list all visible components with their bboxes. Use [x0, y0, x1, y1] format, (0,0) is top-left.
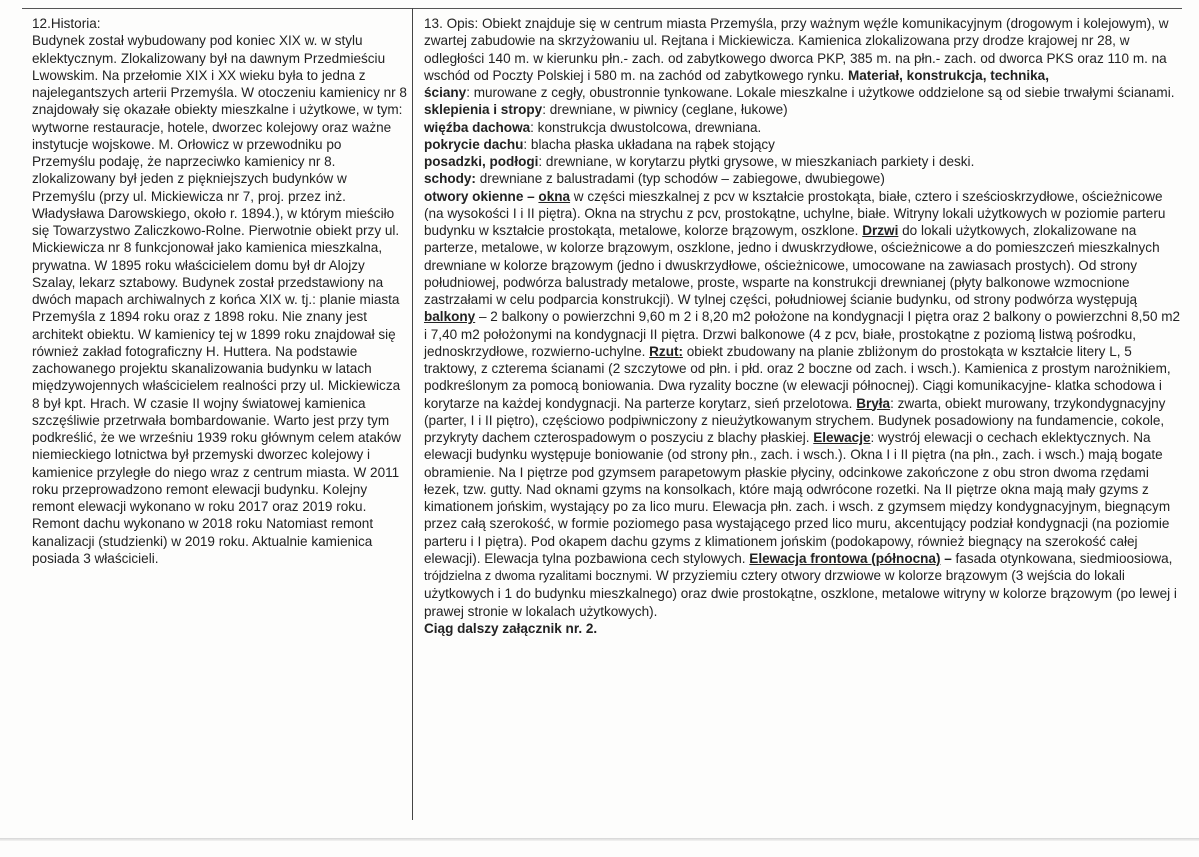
doors-text: do lokali użytkowych, zlokalizowane na parterze, metalowe, w kolorze brązowym, oszklone, jedno i dwuskrzydłowe, ościeżnicowe a do pomieszczeń mieszkalnych drewniane w kolorze brązowym (jedno i dwuskrzydłowe, ościeżnicowe, umocowane na zawiasach prostych). Od strony południowej, podwórza balustrady metalowe, proste, wsparte na konstrukcji drewnianej (płyty balkonowe wzmocnione zastrzałami w celu podparcia konstrukcji). W tylnej części, południowej ścianie budynku, od strony podwórza występują — [424, 223, 1160, 307]
windows-text: w części mieszkalnej z pcv w kształcie prostokąta, białe, cztero i sześcioskrzydłowe, ościeżnicowe (na wysokości I i II piętra). Okna na strychu z pcv, prostokątne, uchylne, białe. Witryny lokali użytkowych w poziomie parteru budynku w kształcie prostokąta, metalowe, kolorze brązowym, oszklone. — [424, 188, 1166, 238]
doors-label: Drzwi — [862, 223, 899, 238]
mass-text: : zwarta, obiekt murowany, trzykondygnacyjny (parter, I i II piętro), częściowo podpiwniczony z nieużytkowanym strychem. Budynek posadowiony na fundamencie, cokole, przykryty dachem czterospadowym o poszyciu z blachy płaskiej. — [424, 395, 1166, 445]
roofing-label: pokrycie dachu — [424, 136, 524, 152]
material-heading: Materiał, konstrukcja, technika, — [847, 67, 1049, 83]
front-elevation-small-text: trójdzielna z dwoma ryzalitami bocznymi. — [424, 569, 653, 583]
continuation-note: Ciąg dalszy załącznik nr. 2. — [424, 620, 598, 636]
plan-text: obiekt zbudowany na planie zbliżonym do prostokąta w kształcie litery L, 5 traktowy, z czterema ścianami (2 szczytowe od płn. i płd. oraz 2 boczne od zach. i wsch.). Kamienica z prostym narożnikiem, podkreślonym za pomocą boniowania. Dwa ryzality boczne (w elewacji północnej). Ciągi komunikacyjne- klatka schodowa i korytarze na każdej kondygnacji. Na parterze korytarz, sień przelotowa. — [424, 343, 1171, 411]
balconies-label: balkony — [424, 309, 476, 325]
elevations-text: : wystrój elewacji o cechach eklektycznych. Na elewacji budynku występuje boniowanie (od strony płn., zach. i wsch.). Okna I i II piętra (na płn., zach. i wsch.) mają bogate obramienie. Na I piętrze pod gzymsem parapetowym płaskie płyciny, odcinkowe zakończone z obu stron dwoma rzędami łezek, tzw. gutty. Nad oknami gzyms na konsolkach, które mają odwrócone rozetki. Na II piętrze okna mają mały gzyms z kimationem jońskim, wystający po za lico muru. Elewacja płn. zach. i wsch. z gzymsem między kondygnacyjnym, biegnącym przez całą szerokość, w formie poziomego pasa wystającego przed lico muru, akcentujący podział kondygnacji (na poziomie parteru i I piętra). Pod okapem dachu gzyms z klimationem jońskim (podokapowy, również biegnący na szerokość całej elewacji). Elewacja tylna pozbawiona cech stylowych. — [424, 430, 1171, 566]
elevations-label: Elewacje — [813, 430, 871, 445]
floors-label: posadzki, podłogi — [424, 154, 539, 169]
vaults-text: : drewniane, w piwnicy (ceglane, łukowe) — [542, 102, 788, 118]
bottom-scan-edge — [0, 838, 1199, 841]
top-border-line — [22, 8, 1182, 9]
balconies-text: – 2 balkony o powierzchni 9,60 m 2 i 8,20 m2 położone na kondygnacji I piętra oraz 2 balkony o powierzchni 8,50 m2 i 7,40 m2 położonymi na kondygnacji II piętra. Drzwi balkonowe (4 z pcv, białe, prostokątne z poziomą listwą pośrodku, jednoskrzydłowe, rozwierno-uchylne. — [424, 309, 1181, 359]
column-divider — [412, 8, 413, 820]
openings-dash: – — [523, 188, 539, 204]
description-intro: 13. Opis: Obiekt znajduje się w centrum miasta Przemyśla, przy ważnym węźle komunikacyjnym (drogowym i kolejowym), w zwartej zabudowie na skrzyżowaniu ul. Rejtana i Mickiewicza. Kamienica zlokalizowana przy drodze krajowej nr 28, w odległości 140 m. w kierunku płn.- zach. od zabytkowego dworca PKP, 385 m. na płn.- zach. od dworca PKS oraz 110 m. na wschód od Poczty Polskiej i 580 m. na zachód od zabytkowego rynku. — [424, 16, 1169, 83]
windows-label: okna — [538, 188, 571, 204]
openings-label: otwory okienne — [424, 188, 524, 204]
stairs-label: schody: — [424, 171, 476, 187]
mass-label: Bryła — [856, 395, 891, 411]
roofing-text: : blacha płaska układana na rąbek stojący — [523, 136, 775, 152]
stairs-text: drewniane z balustradami (typ schodów – zabiegowe, dwubiegowe) — [475, 171, 885, 187]
front-elevation-rest: W przyziemiu cztery otwory drzwiowe w kolorze brązowym (3 wejścia do lokali użytkowych i 1 do budynku mieszkalnego) oraz dwie prostokątne, oszklone, metalowe witryny w kolorze brązowym (po lewej i prawej stronie w lokalach użytkowych). — [424, 568, 1177, 619]
front-elevation-text: fasada otynkowana, siedmioosiowa, — [955, 550, 1173, 566]
roof-truss-text: : konstrukcja dwustolcowa, drewniana. — [530, 119, 762, 135]
history-column — [32, 15, 408, 567]
walls-text: : murowane z cegły, obustronnie tynkowane. Lokale mieszkalne i użytkowe oddzielone są od siebie trwałymi ścianami. — [466, 85, 1175, 100]
history-heading: 12.Historia: — [32, 16, 101, 31]
vaults-label: sklepienia i stropy — [424, 102, 543, 118]
walls-label: ściany — [424, 85, 467, 100]
description-column — [424, 15, 1184, 637]
floors-text: : drewniane, w korytarzu płytki grysowe, w mieszkaniach parkiety i deski. — [538, 154, 975, 169]
roof-truss-label: więźba dachowa — [424, 119, 531, 135]
plan-label: Rzut: — [649, 343, 683, 359]
front-elevation-label: Elewacja frontowa (północna) — [749, 550, 941, 566]
front-elevation-dash: – — [940, 550, 956, 566]
history-text: Budynek został wybudowany pod koniec XIX w. w stylu eklektycznym. Zlokalizowany był na dawnym Przedmieściu Lwowskim. Na przełomie XIX i XX wieku była to jedna z najelegantszych arterii Przemyśla. W otoczeniu kamienicy nr 8 znajdowały się okazałe obiekty mieszkalne i użytkowe, w tym: wytworne restauracje, hotele, dworzec kolejowy oraz ważne instytucje wojskowe. M. Orłowicz w przewodniku po Przemyślu podaję, że naprzeciwko kamienicy nr 8. zlokalizowany był jeden z piękniejszych budynków w Przemyślu (przy ul. Mickiewicza nr 7, proj. przez inż. Władysława Darowskiego, około r. 1894.), w którym mieściło się Towarzystwo Zaliczkowo-Rolne. Pierwotnie obiekt przy ul. Mickiewicza nr 8 funkcjonował jako kamienica mieszkalna, prywatna. W 1895 roku właścicielem domu był dr Alojzy Szalay, lekarz sztabowy. Budynek został przedstawiony na dwóch mapach archiwalnych z końca XIX w. tj.: planie miasta Przemyśla z 1894 roku oraz z 1898 roku. Nie znany jest architekt obiektu. W kamienicy tej w 1899 roku znajdował się również zakład fotograficzny H. Huttera. Na podstawie zachowanego projektu skanalizowania budynku w latach międzywojennych właścicielem realności przy ul. Mickiewicza 8 był kpt. Hrach. W czasie II wojny światowej kamienica szczęśliwie przetrwała bombardowanie. Warto jest przy tym podkreślić, że we wrześniu 1939 roku głównym celem ataków niemieckiego lotnictwa był przemyski dworzec kolejowy i kamienice przyległe do niego wraz z centrum miasta. W 2011 roku przeprowadzono remont elewacji budynku. Kolejny remont elewacji wykonano w roku 2017 oraz 2019 roku. Remont dachu wykonano w 2018 roku Natomiast remont kanalizacji (studzienki) w 2019 roku. Aktualnie kamienica posiada 3 właścicieli. — [32, 33, 407, 566]
